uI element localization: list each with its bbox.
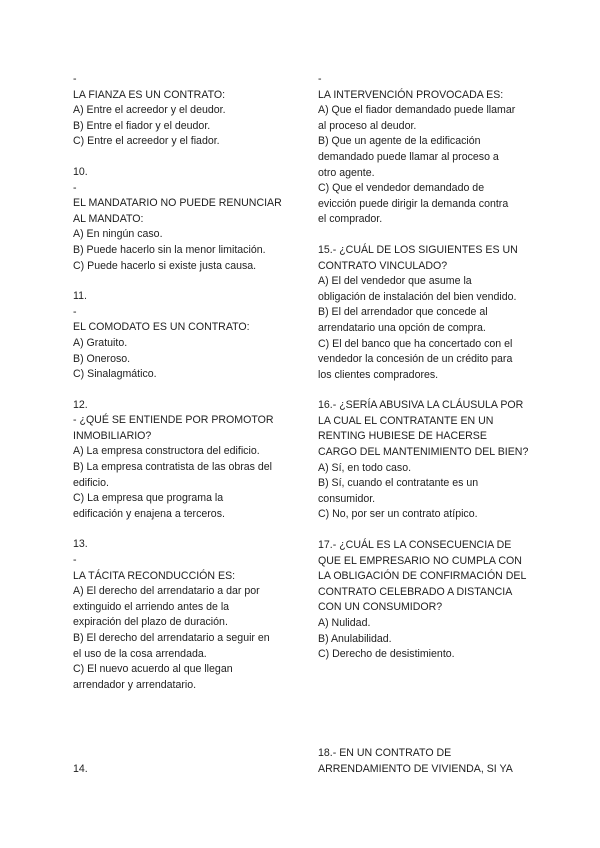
question-text: LA TÁCITA RECONDUCCIÓN ES: bbox=[73, 569, 236, 582]
question-dash: - bbox=[73, 73, 77, 85]
question-text: el uso de la cosa arrendada. bbox=[73, 647, 207, 660]
left-column bbox=[73, 72, 298, 708]
answer-option: C) El nuevo acuerdo al que llegan bbox=[73, 663, 233, 676]
question-text: QUE EL EMPRESARIO NO CUMPLA CON bbox=[318, 554, 522, 567]
answer-option: A) Nulidad. bbox=[318, 617, 371, 629]
question-number: 13. bbox=[73, 538, 88, 551]
question-item bbox=[318, 243, 540, 383]
question-dash: - bbox=[73, 554, 77, 567]
answer-option: A) La empresa constructora del edificio. bbox=[73, 445, 260, 458]
answer-option: B) Que un agente de la edificación bbox=[318, 135, 481, 148]
right-footer-question bbox=[318, 746, 540, 777]
answer-option: A) Que el fiador demandado puede llamar bbox=[318, 104, 516, 117]
question-text: LA FIANZA ES UN CONTRATO: bbox=[73, 88, 226, 101]
question-text: CONTRATO CELEBRADO A DISTANCIA bbox=[318, 585, 513, 598]
question-item bbox=[318, 538, 540, 663]
answer-option: B) El derecho del arrendatario a seguir en bbox=[73, 632, 270, 644]
question-text: EL MANDATARIO NO PUEDE RENUNCIAR bbox=[73, 197, 282, 210]
question-text: al proceso al deudor. bbox=[318, 119, 417, 132]
question-number: 11. bbox=[73, 290, 87, 303]
question-text: INMOBILIARIO? bbox=[73, 429, 152, 442]
question-item bbox=[73, 537, 298, 693]
answer-option: C) No, por ser un contrato atípico. bbox=[318, 508, 478, 521]
question-text: 15.- ¿CUÁL DE LOS SIGUIENTES ES UN bbox=[318, 243, 518, 256]
answer-option: C) Puede hacerlo si existe justa causa. bbox=[73, 259, 257, 272]
question-item bbox=[73, 398, 298, 523]
question-text: obligación de instalación del bien vendido. bbox=[318, 290, 517, 303]
answer-option: A) En ningún caso. bbox=[73, 228, 163, 241]
answer-option: B) Puede hacerlo sin la menor limitación. bbox=[73, 243, 266, 256]
question-text: LA OBLIGACIÓN DE CONFIRMACIÓN DEL bbox=[318, 570, 527, 583]
answer-option: C) Que el vendedor demandado de bbox=[318, 182, 485, 195]
question-text: EL COMODATO ES UN CONTRATO: bbox=[73, 321, 250, 334]
question-text: demandado puede llamar al proceso a bbox=[318, 150, 499, 163]
question-text: 17.- ¿CUÁL ES LA CONSECUENCIA DE bbox=[318, 539, 512, 552]
answer-option: B) Oneroso. bbox=[73, 352, 131, 365]
question-number: 12. bbox=[73, 398, 88, 411]
question-item bbox=[73, 289, 298, 383]
question-text: edificio. bbox=[73, 476, 109, 489]
answer-option: C) Entre el acreedor y el fiador. bbox=[73, 135, 220, 148]
answer-option: A) El derecho del arrendatario a dar por bbox=[73, 585, 260, 598]
question-text: vendedor la concesión de un crédito para bbox=[318, 353, 513, 366]
answer-option: A) Gratuito. bbox=[73, 336, 128, 349]
answer-option: C) El del banco que ha concertado con el bbox=[318, 337, 513, 350]
question-item bbox=[73, 165, 298, 274]
answer-option: C) Derecho de desistimiento. bbox=[318, 648, 455, 661]
question-text: - bbox=[318, 73, 322, 85]
question-dash: - bbox=[73, 305, 77, 318]
question-text: ARRENDAMIENTO DE VIVIENDA, SI YA bbox=[318, 762, 513, 775]
answer-option: A) Sí, en todo caso. bbox=[318, 461, 412, 474]
answer-option: B) El del arrendador que concede al bbox=[318, 306, 488, 319]
question-text: LA INTERVENCIÓN PROVOCADA ES: bbox=[318, 88, 504, 101]
question-item bbox=[73, 72, 298, 150]
question-text: extinguido el arriendo antes de la bbox=[73, 600, 230, 613]
question-text: los clientes compradores. bbox=[318, 368, 439, 381]
answer-option: B) La empresa contratista de las obras del bbox=[73, 461, 273, 474]
answer-option: A) El del vendedor que asume la bbox=[318, 275, 472, 288]
answer-option: A) Entre el acreedor y el deudor. bbox=[73, 104, 226, 117]
question-text: CARGO DEL MANTENIMIENTO DEL BIEN? bbox=[318, 446, 529, 459]
question-text: CON UN CONSUMIDOR? bbox=[318, 601, 443, 614]
question-text: consumidor. bbox=[318, 492, 376, 505]
question-item bbox=[318, 72, 540, 228]
question-text: otro agente. bbox=[318, 166, 375, 179]
question-text: evicción puede dirigir la demanda contra bbox=[318, 197, 509, 210]
question-item bbox=[318, 398, 540, 523]
question-text: el comprador. bbox=[318, 213, 383, 226]
answer-option: C) La empresa que programa la bbox=[73, 492, 224, 505]
question-text: arrendatario una opción de compra. bbox=[318, 321, 486, 334]
question-text: RENTING HUBIESE DE HACERSE bbox=[318, 430, 487, 443]
question-text: 18.- EN UN CONTRATO DE bbox=[318, 747, 452, 759]
right-column bbox=[318, 72, 540, 678]
question-text: - ¿QUÉ SE ENTIENDE POR PROMOTOR bbox=[73, 414, 274, 427]
question-dash: - bbox=[73, 181, 77, 194]
question-text: expiración del plazo de duración. bbox=[73, 616, 228, 629]
question-text: LA CUAL EL CONTRATANTE EN UN bbox=[318, 414, 494, 427]
question-text: AL MANDATO: bbox=[73, 212, 144, 225]
question-text: CONTRATO VINCULADO? bbox=[318, 259, 448, 272]
left-footer-number: 14. bbox=[73, 763, 88, 775]
answer-option: B) Sí, cuando el contratante es un bbox=[318, 477, 479, 490]
question-number: 10. bbox=[73, 165, 88, 178]
question-text: edificación y enajena a terceros. bbox=[73, 507, 225, 520]
question-text: 16.- ¿SERÍA ABUSIVA LA CLÁUSULA POR bbox=[318, 399, 524, 412]
answer-option: B) Anulabilidad. bbox=[318, 632, 392, 645]
answer-option: C) Sinalagmático. bbox=[73, 368, 157, 381]
answer-option: B) Entre el fiador y el deudor. bbox=[73, 119, 211, 132]
question-text: arrendador y arrendatario. bbox=[73, 678, 197, 691]
